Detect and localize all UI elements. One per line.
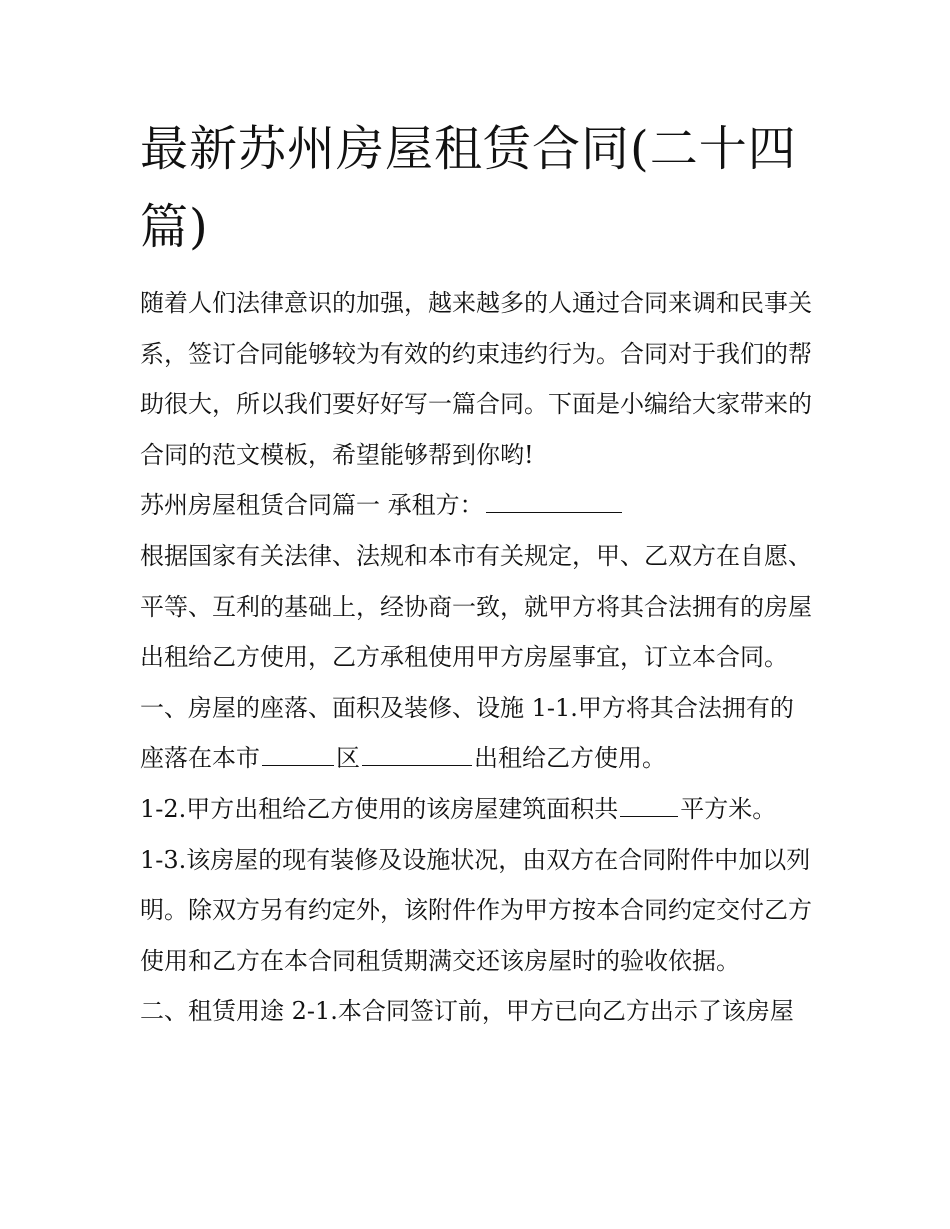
- preamble-paragraph: 根据国家有关法律、法规和本市有关规定，甲、乙双方在自愿、平等、互利的基础上，经协商一致，就甲方将其合法拥有的房屋出租给乙方使用，乙方承租使用甲方房屋事宜，订立本合同。: [140, 541, 812, 672]
- section-heading: 苏州房屋租赁合同篇一 承租方：: [140, 491, 484, 520]
- clause-1-2-part-a: 1-2.甲方出租给乙方使用的该房屋建筑面积共: [140, 794, 619, 823]
- lessee-blank: [486, 488, 622, 513]
- address-blank: [362, 741, 472, 766]
- document-body: [140, 278, 820, 1037]
- clause-1-1-line: [140, 733, 820, 784]
- intro-paragraph: 随着人们法律意识的加强，越来越多的人通过合同来调和民事关系，签订合同能够较为有效的约束违约行为。合同对于我们的帮助很大，所以我们要好好写一篇合同。下面是小编给大家带来的合同的范文模板，希望能够帮到你哟!: [140, 289, 812, 469]
- clause-1-1-part-b: 区: [336, 744, 360, 773]
- clause-1-1-part-c: 出租给乙方使用。: [474, 744, 666, 773]
- section-heading-line: [140, 480, 820, 531]
- area-blank: [620, 792, 678, 817]
- clause-1-1-part-a: 座落在本市: [140, 744, 260, 773]
- document-title: 最新苏州房屋租赁合同(二十四篇): [140, 121, 797, 255]
- clause-1-heading: 一、房屋的座落、面积及装修、设施 1-1.甲方将其合法拥有的: [140, 693, 794, 722]
- city-blank: [262, 741, 334, 766]
- clause-1-2-part-b: 平方米。: [680, 794, 777, 823]
- clause-1-3-paragraph: 1-3.该房屋的现有装修及设施状况，由双方在合同附件中加以列明。除双方另有约定外，该附件作为甲方按本合同约定交付乙方使用和乙方在本合同租赁期满交还该房屋时的验收依据。: [140, 845, 812, 975]
- clause-2-paragraph: 二、租赁用途 2-1.本合同签订前，甲方已向乙方出示了该房屋: [140, 997, 794, 1026]
- clause-1-2-line: [140, 784, 820, 835]
